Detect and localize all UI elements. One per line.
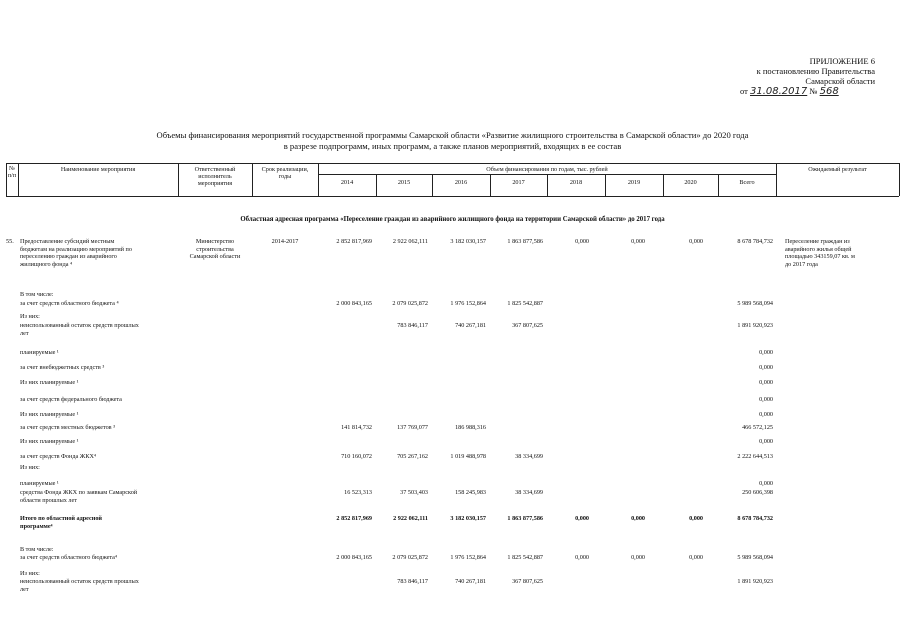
- row-value-2016: 1 976 152,864: [450, 554, 486, 561]
- appendix-region: Самарской области: [805, 76, 875, 86]
- item-value-total: 8 678 784,732: [737, 238, 773, 245]
- row-label: [20, 313, 40, 321]
- row-value-total: 0,000: [759, 411, 773, 418]
- row-value-2017: 367 807,625: [512, 322, 543, 329]
- document-title: Объемы финансирования мероприятий государственной программы Самарской области «Развитие жилищного строительства в Самарской области» до 2020 года: [156, 130, 749, 140]
- item-value-2019: 0,000: [631, 238, 645, 245]
- from-prefix: от: [740, 86, 748, 96]
- row-value-2017: 1 825 542,887: [507, 554, 543, 561]
- row-value-2015: 705 267,162: [397, 453, 428, 460]
- header-result: Ожидаемый результат: [808, 166, 867, 173]
- row-value-2016: 1 019 488,978: [450, 453, 486, 460]
- item-result: [785, 238, 855, 268]
- row-label: [20, 453, 96, 461]
- row-value-2018: 0,000: [575, 554, 589, 561]
- row-value-2020: 0,000: [689, 554, 703, 561]
- header-year-2015: 2015: [397, 179, 411, 186]
- item-executor: [178, 238, 252, 261]
- header-num: № п/п: [7, 165, 17, 180]
- item-result-line: площадью 343159,07 кв. м: [785, 253, 855, 260]
- row-label: [20, 438, 78, 446]
- row-label-line: Из них:: [20, 464, 40, 471]
- header-year-2020: 2020: [684, 179, 697, 186]
- section-title: Областная адресная программа «Переселение граждан из аварийного жилищного фонда на территории Самарской области» до 2017 года: [240, 216, 665, 223]
- row-label-line: планируемые ¹: [20, 480, 59, 487]
- header-total: Всего: [739, 179, 755, 186]
- row-label: [20, 379, 78, 387]
- row-value-total: 5 989 568,094: [737, 554, 773, 561]
- number-prefix: №: [809, 86, 818, 96]
- item-result-line: до 2017 года: [785, 260, 818, 268]
- row-value-total: 1 891 920,923: [737, 578, 773, 585]
- row-label: [20, 364, 104, 372]
- item-number: 55.: [6, 238, 14, 245]
- header-year-2019: 2019: [627, 179, 641, 186]
- row-label: [20, 300, 119, 308]
- row-label-line: средства Фонда ЖКХ по заявкам Самарской: [20, 489, 138, 496]
- row-value-2016: 3 182 030,157: [450, 515, 486, 522]
- row-label-line: программе⁴: [20, 522, 53, 530]
- row-label-line: за счет средств Фонда ЖКХ⁴: [20, 453, 97, 460]
- item-executor-line: Самарской области: [189, 253, 241, 260]
- row-label: [20, 322, 139, 337]
- row-label-line: В том числе:: [20, 546, 54, 553]
- row-label: [20, 546, 53, 554]
- row-value-total: 0,000: [759, 349, 773, 356]
- row-value-total: 8 678 784,732: [737, 515, 773, 522]
- row-value-total: 466 572,125: [742, 424, 773, 431]
- row-value-2014: 16 523,313: [344, 489, 372, 496]
- item-name-line: жилищного фонда ⁴: [20, 260, 73, 268]
- item-value-2020: 0,000: [689, 238, 703, 245]
- row-value-2017: 38 334,699: [515, 489, 543, 496]
- row-label-line: Из них планируемые ¹: [20, 379, 79, 386]
- row-label-line: за счет средств областного бюджета⁴: [20, 554, 118, 561]
- row-label: [20, 515, 102, 530]
- row-value-2017: 38 334,699: [515, 453, 543, 460]
- row-value-2019: 0,000: [631, 515, 645, 522]
- row-value-total: 0,000: [759, 396, 773, 403]
- appendix-title: ПРИЛОЖЕНИЕ 6: [809, 56, 875, 66]
- row-value-2014: 2 852 817,969: [336, 515, 372, 522]
- item-value-2014: 2 852 817,969: [336, 238, 372, 245]
- row-label-line: неиспользованный остаток средств прошлых: [20, 578, 139, 585]
- row-label-line: за счет внебюджетных средств ³: [20, 364, 105, 371]
- row-label-line: лет: [20, 329, 29, 337]
- row-value-2014: 2 000 843,165: [336, 554, 372, 561]
- item-value-2016: 3 182 030,157: [450, 238, 486, 245]
- item-name-line: Предоставление субсидий местным: [20, 238, 115, 245]
- row-label: [20, 424, 115, 432]
- row-value-total: 0,000: [759, 438, 773, 445]
- row-label-line: В том числе:: [20, 291, 54, 298]
- item-value-2015: 2 922 062,111: [392, 238, 428, 245]
- row-value-total: 250 606,398: [742, 489, 773, 496]
- row-value-2015: 2 079 025,872: [392, 554, 428, 561]
- item-name-line: переселению граждан из аварийного: [20, 253, 117, 260]
- row-value-total: 0,000: [759, 379, 773, 386]
- row-label: [20, 349, 59, 357]
- row-value-total: 5 989 568,094: [737, 300, 773, 307]
- row-value-2015: 37 503,403: [400, 489, 428, 496]
- row-label-line: Из них планируемые ¹: [20, 411, 79, 418]
- row-value-2015: 783 846,117: [397, 578, 428, 585]
- header-term: Срок реализации, годы: [261, 166, 309, 181]
- row-value-2019: 0,000: [631, 554, 645, 561]
- row-value-2014: 2 000 843,165: [336, 300, 372, 307]
- row-label-line: за счет средств федерального бюджета: [20, 396, 122, 403]
- row-value-2017: 1 863 877,586: [507, 515, 543, 522]
- row-value-2015: 783 846,117: [397, 322, 428, 329]
- row-label: [20, 464, 40, 472]
- row-value-2014: 710 160,072: [341, 453, 372, 460]
- row-value-total: 1 891 920,923: [737, 322, 773, 329]
- item-value-2017: 1 863 877,586: [507, 238, 543, 245]
- row-value-2015: 137 769,077: [397, 424, 428, 431]
- row-value-2020: 0,000: [689, 515, 703, 522]
- header-year-2014: 2014: [340, 179, 354, 186]
- row-value-total: 0,000: [759, 480, 773, 487]
- header-year-2018: 2018: [569, 179, 583, 186]
- header-volume: Объем финансирования по годам, тыс. рублей: [486, 166, 608, 173]
- row-value-2017: 1 825 542,887: [507, 300, 543, 307]
- header-year-2016: 2016: [454, 179, 468, 186]
- row-value-2014: 141 814,732: [341, 424, 372, 431]
- row-label: [20, 291, 53, 299]
- header-year-2017: 2017: [512, 179, 525, 186]
- row-label-line: Из них:: [20, 313, 40, 320]
- row-value-2016: 740 267,181: [455, 322, 486, 329]
- row-label: [20, 411, 78, 419]
- row-label: [20, 554, 117, 562]
- row-label-line: области прошлых лет: [20, 496, 77, 504]
- row-label: [20, 396, 122, 404]
- row-label-line: лет: [20, 585, 29, 593]
- row-value-total: 0,000: [759, 364, 773, 371]
- item-executor-line: Министерство: [195, 238, 235, 245]
- row-value-2016: 740 267,181: [455, 578, 486, 585]
- row-value-2015: 2 922 062,111: [393, 515, 428, 522]
- row-label-line: планируемые ¹: [20, 349, 59, 356]
- row-label-line: Итого по областной адресной: [20, 515, 102, 522]
- row-label: [20, 489, 137, 504]
- row-label-line: Из них планируемые ¹: [20, 438, 79, 445]
- header-executor: Ответственный исполнитель мероприятия: [194, 166, 236, 188]
- item-name-line: бюджетам на реализацию мероприятий по: [20, 245, 132, 253]
- handwritten-date: 31.08.2017: [749, 86, 808, 97]
- header-name: Наименование мероприятия: [60, 166, 136, 173]
- row-label-line: неиспользованный остаток средств прошлых: [20, 322, 139, 329]
- item-result-line: аварийного жилья общей: [785, 245, 852, 253]
- row-value-2016: 186 988,316: [455, 424, 486, 431]
- item-term: 2014-2017: [271, 238, 299, 245]
- item-result-line: Переселение граждан из: [785, 238, 850, 245]
- row-value-2017: 367 807,625: [512, 578, 543, 585]
- row-label: [20, 570, 40, 578]
- row-value-2016: 158 245,983: [455, 489, 486, 496]
- row-value-2018: 0,000: [575, 515, 589, 522]
- row-value-total: 2 222 644,513: [737, 453, 773, 460]
- row-label-line: Из них:: [20, 570, 40, 577]
- item-value-2018: 0,000: [575, 238, 589, 245]
- row-label: [20, 480, 59, 488]
- row-label-line: за счет средств областного бюджета ⁴: [20, 300, 119, 307]
- row-value-2016: 1 976 152,864: [450, 300, 486, 307]
- row-label-line: за счет средств местных бюджетов ³: [20, 424, 115, 431]
- appendix-date-line: [740, 86, 857, 97]
- row-value-2015: 2 079 025,872: [392, 300, 428, 307]
- document-subtitle: в разрезе подпрограмм, иных программ, а также планов мероприятий, входящих в ее состав: [283, 141, 622, 151]
- appendix-resolution: к постановлению Правительства: [756, 66, 875, 76]
- item-executor-line: строительства: [196, 245, 234, 253]
- item-name: [20, 238, 132, 268]
- handwritten-number: 568: [819, 86, 839, 97]
- row-label: [20, 578, 139, 593]
